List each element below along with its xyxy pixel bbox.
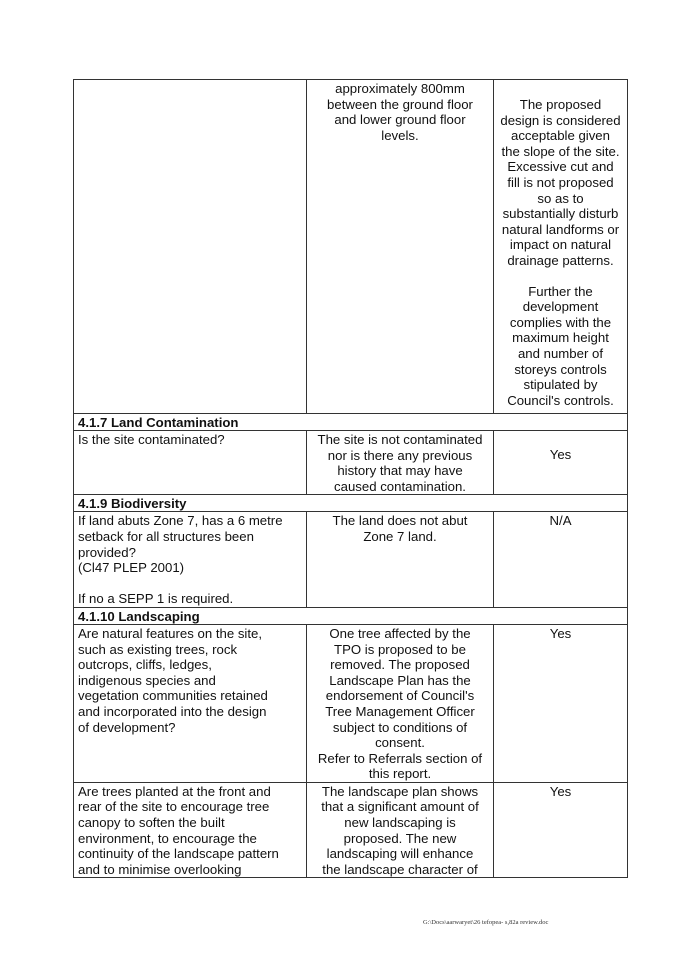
response-cell: approximately 800mm between the ground floor and lower ground floor levels. xyxy=(307,80,494,414)
assessment-note-further: Further the development complies with the maximum height and number of storeys controls stipulated by Council's controls. xyxy=(507,283,614,408)
question-cell xyxy=(74,80,307,414)
table-row xyxy=(74,431,628,495)
section-heading-row xyxy=(74,495,628,512)
response-cell: The site is not contaminated nor is there any previous history that may have caused contamination. xyxy=(307,431,494,495)
response-cell: One tree affected by the TPO is proposed to be removed. The proposed Landscape Plan has the endorsement of Council's Tree Management Officer subject to conditions of consent. Refer to Referrals section of this report. xyxy=(307,624,494,782)
table-row xyxy=(74,512,628,608)
assessment-note: The proposed design is considered acceptable given the slope of the site. Excessive cut and fill is not proposed so as to substantially disturb natural landforms or impact on natural drainage patterns. xyxy=(500,97,621,268)
response-cell: The land does not abut Zone 7 land. xyxy=(307,512,494,608)
complies-cell: Yes xyxy=(494,624,628,782)
section-heading-row xyxy=(74,607,628,624)
complies-cell: Yes xyxy=(494,431,628,495)
table-row xyxy=(74,782,628,878)
table-row xyxy=(74,80,628,414)
question-cell: Are natural features on the site, such as existing trees, rock outcrops, cliffs, ledges, indigenous species and vegetation communities retained and incorporated into the design of development? xyxy=(74,624,307,782)
complies-cell: Yes xyxy=(494,782,628,878)
section-heading-landscaping: 4.1.10 Landscaping xyxy=(74,607,628,624)
question-cell: Are trees planted at the front and rear of the site to encourage tree canopy to soften the built environment, to encourage the continuity of the landscape pattern and to minimise overlooking xyxy=(74,782,307,878)
footer-file-path: G:\Docs\aarwaryet\26 tefopea- s,82a review.doc xyxy=(423,919,549,926)
table-row xyxy=(74,624,628,782)
section-heading-row xyxy=(74,414,628,431)
question-cell: If land abuts Zone 7, has a 6 metre setback for all structures been provided? (Cl47 PLEP 2001) If no a SEPP 1 is required. xyxy=(74,512,307,608)
complies-cell: N/A xyxy=(494,512,628,608)
assessment-table xyxy=(73,79,628,878)
complies-cell xyxy=(494,80,628,414)
question-cell: Is the site contaminated? xyxy=(74,431,307,495)
section-heading-land-contamination: 4.1.7 Land Contamination xyxy=(74,414,628,431)
section-heading-biodiversity: 4.1.9 Biodiversity xyxy=(74,495,628,512)
response-cell: The landscape plan shows that a significant amount of new landscaping is proposed. The new landscaping will enhance the landscape character of xyxy=(307,782,494,878)
